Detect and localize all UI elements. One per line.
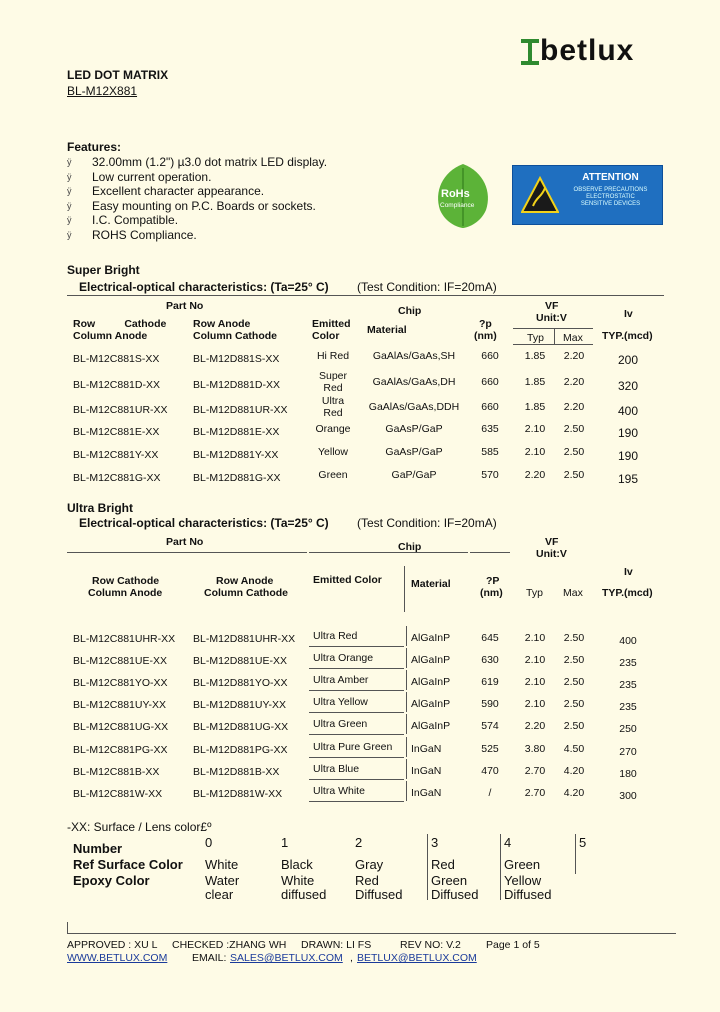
divider (309, 668, 404, 669)
vf-typ: 2.10 (524, 698, 546, 710)
email-separator: , (350, 952, 353, 964)
ref-surface-label: Ref Surface Color (73, 857, 183, 872)
part-number-row-cathode: BL-M12C881UE-XX (73, 655, 167, 667)
vf-typ: 2.70 (524, 787, 546, 799)
material: GaAlAs/GaAs,SH (372, 350, 456, 362)
emitted-color: Ultra Red (321, 395, 345, 419)
vf-typ: 2.10 (524, 423, 546, 435)
iv-typ: 180 (619, 768, 637, 780)
rohs-leaf-icon (432, 162, 494, 230)
vf-max: 2.50 (563, 676, 585, 688)
vf-typ: 2.70 (524, 765, 546, 777)
ub-h-emitted-color: Emitted Color (313, 574, 382, 586)
ref-surface-color: White (205, 857, 239, 872)
iv-typ: 190 (617, 426, 639, 440)
material: GaP/GaP (391, 469, 437, 481)
divider (309, 801, 404, 802)
logo-text: betlux (540, 34, 635, 67)
part-number-row-cathode: BL-M12C881UR-XX (73, 404, 168, 416)
sb-h-lambda: ?p (479, 318, 492, 330)
sb-h-chip: Chip (398, 305, 422, 317)
material: AlGaInP (411, 632, 451, 644)
divider (406, 670, 407, 690)
part-number-row-cathode: BL-M12C881PG-XX (73, 744, 168, 756)
part-number-row-anode: BL-M12D881G-XX (193, 472, 281, 484)
emitted-color: Super Red (318, 370, 348, 394)
epoxy-label: Epoxy Color (73, 873, 150, 888)
sb-h-col-cathode: Column Cathode (193, 330, 277, 342)
vf-typ: 3.80 (524, 743, 546, 755)
website-link[interactable]: WWW.BETLUX.COM (67, 952, 168, 964)
part-number-row-cathode: BL-M12C881UG-XX (73, 721, 169, 733)
vf-max: 4.20 (563, 787, 585, 799)
surface-number: 2 (355, 835, 363, 850)
ref-surface-color: Black (281, 857, 313, 872)
sb-h-nm: (nm) (474, 330, 497, 342)
part-number-row-anode: BL-M12D881UG-XX (193, 721, 289, 733)
emitted-color: Green (318, 469, 348, 481)
wavelength: 470 (481, 765, 499, 777)
vf-max: 2.50 (563, 632, 585, 644)
material: GaAsP/GaP (385, 423, 443, 435)
emitted-color: Ultra Orange (313, 652, 374, 664)
vf-max: 2.50 (563, 469, 585, 481)
ub-h-unit: Unit:V (536, 548, 567, 560)
material: InGaN (411, 765, 442, 777)
divider (406, 781, 407, 801)
approved: APPROVED : XU L (67, 939, 158, 951)
ub-h-col-cathode: Column Cathode (204, 587, 288, 599)
vf-max: 2.50 (563, 654, 585, 666)
divider (67, 295, 664, 296)
sb-h-partno: Part No (166, 300, 204, 312)
number-label: Number (73, 841, 123, 856)
vf-max: 2.50 (563, 446, 585, 458)
sb-h-iv: Iv (624, 308, 633, 320)
surface-number: 1 (281, 835, 289, 850)
sb-h-ivtyp: TYP.(mcd) (602, 330, 653, 342)
surface-number: 3 (431, 835, 439, 850)
epoxy-color: White (281, 873, 315, 888)
doc-title: LED DOT MATRIX (67, 68, 169, 82)
divider (513, 328, 593, 329)
divider (309, 734, 404, 735)
sb-h-typ: Typ (527, 332, 544, 344)
material: AlGaInP (411, 654, 451, 666)
divider (513, 344, 593, 345)
vf-typ: 2.10 (524, 676, 546, 688)
ref-surface-color: Red (431, 857, 455, 872)
wavelength: 570 (481, 469, 499, 481)
feature-item: I.C. Compatible. (92, 213, 179, 227)
divider (406, 714, 407, 734)
divider (406, 759, 407, 779)
vf-typ: 2.10 (524, 632, 546, 644)
part-number-row-anode: BL-M12D881S-XX (193, 353, 280, 365)
ub-h-typ: Typ (526, 587, 543, 599)
iv-typ: 320 (617, 379, 639, 393)
divider (309, 552, 468, 553)
emitted-color: Ultra White (313, 785, 365, 797)
wavelength: 590 (481, 698, 499, 710)
divider (309, 690, 404, 691)
attention-title: ATTENTION (582, 172, 639, 183)
part-number-row-anode: BL-M12D881UE-XX (193, 655, 287, 667)
part-number-row-anode: BL-M12D881UHR-XX (193, 633, 296, 645)
part-number-row-anode: BL-M12D881PG-XX (193, 744, 288, 756)
vf-typ: 2.10 (524, 654, 546, 666)
wavelength: 660 (481, 401, 499, 413)
epoxy-color-sub: Diffused (355, 887, 403, 902)
part-number-row-anode: BL-M12D881W-XX (193, 788, 283, 800)
iv-typ: 270 (619, 746, 637, 758)
wavelength: 645 (481, 632, 499, 644)
vf-typ: 1.85 (524, 401, 546, 413)
email-label: EMAIL: (192, 952, 227, 964)
iv-typ: 300 (619, 790, 637, 802)
bullet-icon: ÿ (67, 157, 72, 167)
iv-typ: 400 (619, 635, 637, 647)
surface-title: -XX: Surface / Lens color£º (67, 820, 212, 834)
bullet-icon: ÿ (67, 215, 72, 225)
wavelength: 635 (481, 423, 499, 435)
part-number: BL-M12X881 (67, 84, 138, 98)
material: AlGaInP (411, 676, 451, 688)
divider (554, 328, 555, 344)
emitted-color: Ultra Green (313, 718, 368, 730)
divider (404, 566, 405, 612)
material: AlGaInP (411, 720, 451, 732)
vf-max: 2.20 (563, 350, 585, 362)
divider (406, 737, 407, 757)
ub-h-chip: Chip (398, 541, 422, 553)
epoxy-color-sub: diffused (281, 887, 327, 902)
vf-typ: 2.20 (524, 720, 546, 732)
material: AlGaInP (411, 698, 451, 710)
feature-item: Easy mounting on P.C. Boards or sockets. (92, 199, 316, 213)
feature-item: 32.00mm (1.2") µ3.0 dot matrix LED display. (92, 155, 328, 169)
part-number-row-cathode: BL-M12C881D-XX (73, 379, 160, 391)
wavelength: 585 (481, 446, 499, 458)
sb-h-emitted: Emitted (312, 318, 351, 330)
iv-typ: 235 (619, 657, 637, 669)
part-number-row-anode: BL-M12D881YO-XX (193, 677, 288, 689)
epoxy-color: Red (355, 873, 379, 888)
drawn: DRAWN: LI FS (301, 939, 372, 951)
emitted-color: Hi Red (316, 350, 350, 362)
epoxy-color-sub: Diffused (504, 887, 552, 902)
material: GaAlAs/GaAs,DDH (368, 401, 460, 413)
iv-typ: 400 (617, 404, 639, 418)
part-number-row-cathode: BL-M12C881Y-XX (73, 449, 159, 461)
iv-typ: 235 (619, 701, 637, 713)
email-betlux-link[interactable]: BETLUX@BETLUX.COM (357, 952, 477, 964)
iv-typ: 235 (619, 679, 637, 691)
rohs-sub: Compliance (440, 202, 475, 209)
divider (309, 712, 404, 713)
part-number-row-cathode: BL-M12C881G-XX (73, 472, 161, 484)
vf-max: 2.50 (563, 698, 585, 710)
feature-item: Excellent character appearance. (92, 184, 265, 198)
emitted-color: Ultra Amber (313, 674, 369, 686)
ub-h-row-cathode: Row Cathode (92, 575, 160, 587)
part-number-row-anode: BL-M12D881Y-XX (193, 449, 279, 461)
vf-max: 2.20 (563, 376, 585, 388)
vf-max: 4.50 (563, 743, 585, 755)
vf-typ: 1.85 (524, 376, 546, 388)
surface-number: 0 (205, 835, 213, 850)
divider (500, 834, 501, 900)
part-number-row-cathode: BL-M12C881YO-XX (73, 677, 168, 689)
wavelength: / (488, 787, 492, 799)
super-bright-title: Super Bright (67, 263, 140, 277)
ub-h-col-anode: Column Anode (88, 587, 163, 599)
ub-h-partno: Part No (166, 536, 204, 548)
esd-warning-icon (521, 176, 559, 214)
part-number-row-cathode: BL-M12C881B-XX (73, 766, 160, 778)
divider (406, 626, 407, 646)
epoxy-color: Water (205, 873, 240, 888)
attention-lines: OBSERVE PRECAUTIONS ELECTROSTATIC SENSITIVE DEVICES (573, 187, 648, 207)
bullet-icon: ÿ (67, 186, 72, 196)
emitted-color: Ultra Red (313, 630, 358, 642)
emitted-color: Ultra Pure Green (313, 741, 393, 753)
sb-h-row-cathode: Row Cathode (73, 318, 167, 330)
material: InGaN (411, 743, 442, 755)
divider (67, 552, 307, 553)
super-eo-title: Electrical-optical characteristics: (Ta=25° C) (79, 280, 329, 294)
sb-h-material: Material (367, 324, 407, 336)
epoxy-color-sub: clear (205, 887, 234, 902)
vf-max: 4.20 (563, 765, 585, 777)
vf-typ: 1.85 (524, 350, 546, 362)
divider (575, 834, 576, 874)
sb-h-vf: VF (545, 300, 559, 312)
part-number-row-anode: BL-M12D881E-XX (193, 426, 280, 438)
ref-surface-color: Gray (355, 857, 384, 872)
email-sales-link[interactable]: SALES@BETLUX.COM (230, 952, 343, 964)
ub-h-material: Material (411, 578, 451, 590)
page-number: Page 1 of 5 (486, 939, 540, 951)
surface-number: 4 (504, 835, 512, 850)
part-number-row-cathode: BL-M12C881S-XX (73, 353, 160, 365)
logo-mark (521, 39, 539, 65)
divider (309, 646, 404, 647)
divider (309, 779, 404, 780)
wavelength: 525 (481, 743, 499, 755)
epoxy-color-sub: Diffused (431, 887, 479, 902)
ub-h-nm: (nm) (480, 587, 503, 599)
surface-number: 5 (579, 835, 587, 850)
ub-h-iv: Iv (624, 566, 633, 578)
part-number-row-anode: BL-M12D881B-XX (193, 766, 280, 778)
vf-typ: 2.10 (524, 446, 546, 458)
bullet-icon: ÿ (67, 172, 72, 182)
checked: CHECKED :ZHANG WH (172, 939, 287, 951)
wavelength: 574 (481, 720, 499, 732)
feature-item: ROHS Compliance. (92, 228, 197, 242)
wavelength: 660 (481, 376, 499, 388)
wavelength: 619 (481, 676, 499, 688)
rohs-title: RoHs (441, 188, 470, 200)
ub-h-max: Max (563, 587, 583, 599)
ref-surface-color: Green (504, 857, 541, 872)
sb-h-row-anode: Row Anode (193, 318, 251, 330)
emitted-color: Yellow (318, 446, 348, 458)
ub-h-row-anode: Row Anode (216, 575, 274, 587)
wavelength: 660 (481, 350, 499, 362)
sb-h-col-anode: Column Anode (73, 330, 148, 342)
footer-divider (67, 933, 676, 934)
material: GaAsP/GaP (385, 446, 443, 458)
sb-h-unit: Unit:V (536, 312, 567, 324)
divider (470, 552, 510, 553)
iv-typ: 190 (617, 449, 639, 463)
divider (406, 692, 407, 712)
material: InGaN (411, 787, 442, 799)
ultra-bright-title: Ultra Bright (67, 501, 133, 515)
emitted-color: Ultra Blue (313, 763, 360, 775)
part-number-row-cathode: BL-M12C881W-XX (73, 788, 163, 800)
iv-typ: 250 (619, 723, 637, 735)
part-number-row-cathode: BL-M12C881UY-XX (73, 699, 166, 711)
divider (427, 834, 428, 900)
emitted-color: Orange (315, 423, 351, 435)
super-test-condition: (Test Condition: IF=20mA) (357, 280, 497, 294)
emitted-color: Ultra Yellow (313, 696, 368, 708)
vf-max: 2.20 (563, 401, 585, 413)
bullet-icon: ÿ (67, 230, 72, 240)
features-heading: Features: (67, 140, 122, 154)
wavelength: 630 (481, 654, 499, 666)
rev-no: REV NO: V.2 (400, 939, 461, 951)
iv-typ: 200 (617, 353, 639, 367)
material: GaAlAs/GaAs,DH (372, 376, 456, 388)
divider (309, 757, 404, 758)
sb-h-color: Color (312, 330, 340, 342)
part-number-row-anode: BL-M12D881UY-XX (193, 699, 286, 711)
sb-h-max: Max (563, 332, 583, 344)
iv-typ: 195 (617, 472, 639, 486)
vf-typ: 2.20 (524, 469, 546, 481)
attention-badge (512, 165, 663, 225)
part-number-row-cathode: BL-M12C881UHR-XX (73, 633, 176, 645)
epoxy-color: Green (431, 873, 468, 888)
ultra-eo-title: Electrical-optical characteristics: (Ta=25° C) (79, 516, 329, 530)
ub-h-vf: VF (545, 536, 559, 548)
ultra-test-condition: (Test Condition: IF=20mA) (357, 516, 497, 530)
vf-max: 2.50 (563, 720, 585, 732)
vf-max: 2.50 (563, 423, 585, 435)
feature-item: Low current operation. (92, 170, 212, 184)
epoxy-color: Yellow (504, 873, 542, 888)
ub-h-ivtyp: TYP.(mcd) (602, 587, 653, 599)
ub-h-lambda: ?P (486, 575, 500, 587)
part-number-row-anode: BL-M12D881D-XX (193, 379, 280, 391)
part-number-row-cathode: BL-M12C881E-XX (73, 426, 160, 438)
bullet-icon: ÿ (67, 201, 72, 211)
part-number-row-anode: BL-M12D881UR-XX (193, 404, 288, 416)
divider (406, 648, 407, 668)
